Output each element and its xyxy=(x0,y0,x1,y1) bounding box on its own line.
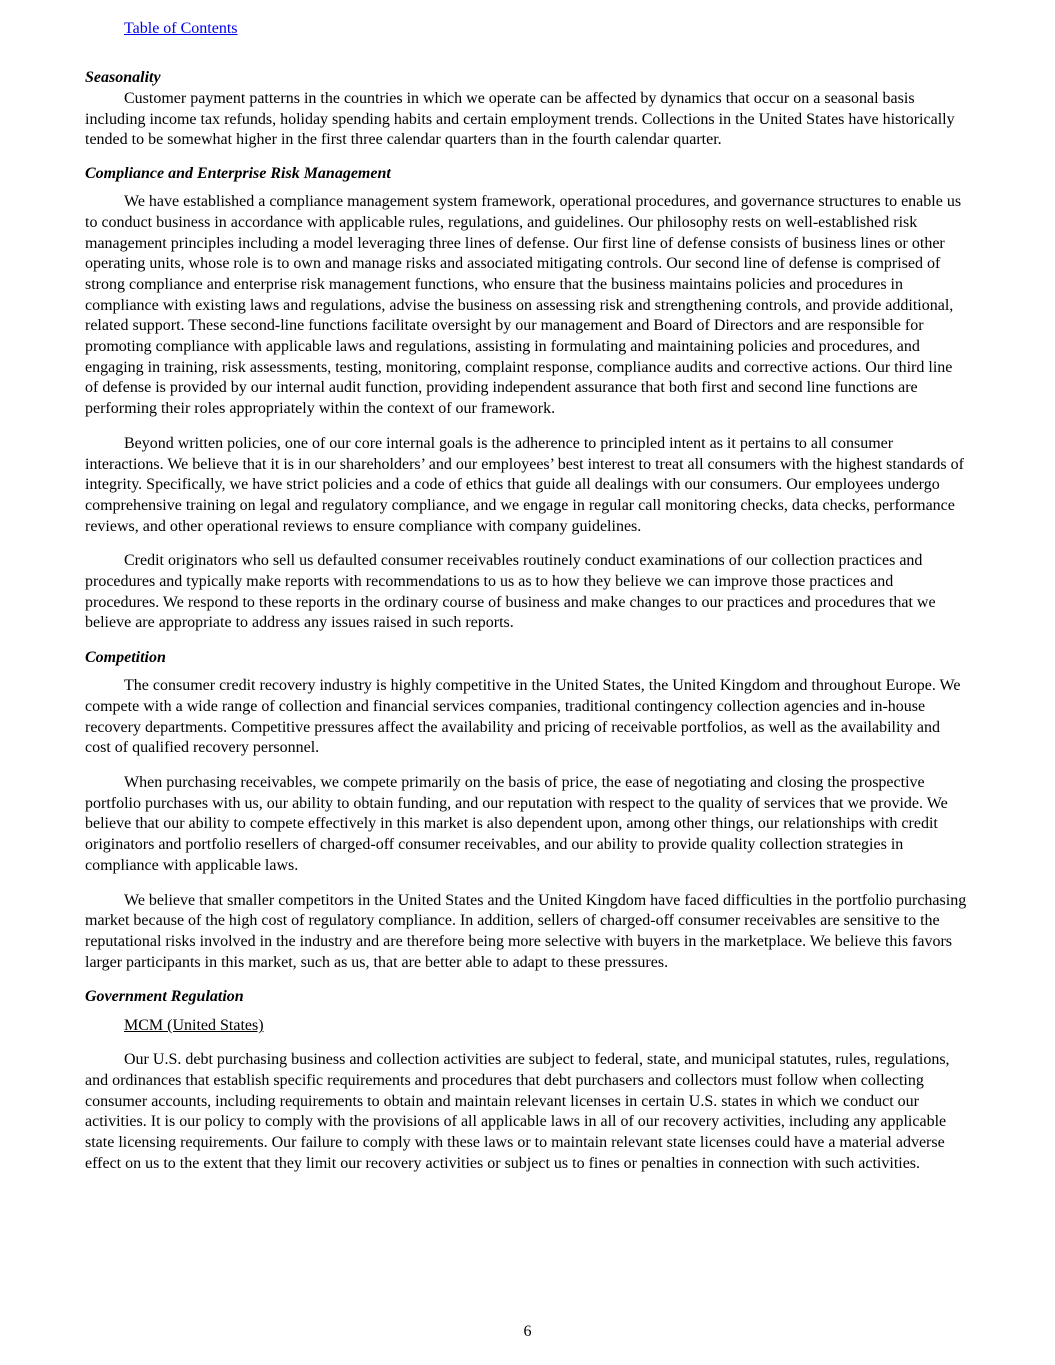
page-number: 6 xyxy=(523,1323,532,1340)
compliance-paragraph-2: Beyond written policies, one of our core internal goals is the adherence to principled intent as it pertains to all consumer interactions. We believe that it is in our shareholders’ and our employees’ best interest to treat all consumers with the highest standards of integrity. Specifically, we have strict policies and a code of ethics that guide all dealings with our consumers. Our employees undergo comprehensive training on legal and regulatory compliance, and we engage in regular call monitoring checks, data checks, performance reviews, and other operational reviews to ensure compliance with company guidelines. xyxy=(85,434,964,535)
competition-heading: Competition xyxy=(85,649,166,667)
document-page xyxy=(85,18,967,1175)
table-of-contents-link[interactable]: Table of Contents xyxy=(124,20,238,37)
government-regulation-paragraph: Our U.S. debt purchasing business and collection activities are subject to federal, state, and municipal statutes, rules, regulations, and ordinances that establish specific requirements and procedures that debt purchasers and collectors must follow when collecting consumer accounts, including requirements to obtain and maintain relevant licenses in certain U.S. states in which we conduct our activities. It is our policy to comply with the provisions of all applicable laws in all of our recovery activities, including any applicable state licensing requirements. Our failure to comply with these laws or to maintain relevant state licenses could have a material adverse effect on us to the extent that they limit our recovery activities or subject us to fines or penalties in connection with such activities. xyxy=(85,1051,950,1172)
compliance-heading: Compliance and Enterprise Risk Management xyxy=(85,165,391,183)
government-regulation-heading: Government Regulation xyxy=(85,988,244,1006)
seasonality-heading: Seasonality xyxy=(85,69,161,86)
competition-paragraph-1: The consumer credit recovery industry is highly competitive in the United States, the United Kingdom and throughout Europe. We compete with a wide range of collection and financial services companies, traditional contingency collection agencies and in-house recovery departments. Competitive pressures affect the availability and pricing of receivable portfolios, as well as the availability and cost of qualified recovery personnel. xyxy=(85,677,961,757)
mcm-subheading: MCM (United States) xyxy=(124,1017,264,1035)
compliance-paragraph-3: Credit originators who sell us defaulted consumer receivables routinely conduct examinations of our collection practices and procedures and typically make reports with recommendations to us as to how they believe we can improve those practices and procedures. We respond to these reports in the ordinary course of business and make changes to our practices and procedures that we believe are appropriate to address any issues raised in such reports. xyxy=(85,552,936,632)
seasonality-paragraph: Customer payment patterns in the countries in which we operate can be affected by dynamics that occur on a seasonal basis including income tax refunds, holiday spending habits and certain employment trends. Collections in the United States have historically tended to be somewhat higher in the first three calendar quarters than in the fourth calendar quarter. xyxy=(85,90,955,149)
compliance-paragraph-1: We have established a compliance management system framework, operational procedures, and governance structures to enable us to conduct business in accordance with applicable rules, regulations, and guidelines. Our philosophy rests on well-established risk management principles including a model leveraging three lines of defense. Our first line of defense consists of business lines or other operating units, whose role is to own and manage risks and associated mitigating controls. Our second line of defense is comprised of strong compliance and enterprise risk management functions, who ensure that the business maintains policies and procedures in compliance with existing laws and regulations, advise the business on assessing risk and strengthening controls, and provide additional, related support. These second-line functions facilitate oversight by our management and Board of Directors and are responsible for promoting compliance with applicable laws and regulations, assisting in formulating and maintaining policies and procedures, and engaging in training, risk assessments, testing, monitoring, complaint response, compliance audits and corrective actions. Our third line of defense is provided by our internal audit function, providing independent assurance that both first and second line functions are performing their roles appropriately within the context of our framework. xyxy=(85,193,962,418)
competition-paragraph-2: When purchasing receivables, we compete primarily on the basis of price, the ease of negotiating and closing the prospective portfolio purchases with us, our ability to obtain funding, and our reputation with respect to the quality of services that we provide. We believe that our ability to compete effectively in this market is also dependent upon, among other things, our relationships with credit originators and portfolio resellers of charged-off consumer receivables, and our ability to provide quality collection strategies in compliance with applicable laws. xyxy=(85,773,948,874)
competition-paragraph-3: We believe that smaller competitors in the United States and the United Kingdom have faced difficulties in the portfolio purchasing market because of the high cost of regulatory compliance. In addition, sellers of charged-off consumer receivables are sensitive to the reputational risks involved in the industry and are therefore being more selective with buyers in the marketplace. We believe this favors larger participants in this market, such as us, that are better able to adapt to these pressures. xyxy=(85,891,967,971)
